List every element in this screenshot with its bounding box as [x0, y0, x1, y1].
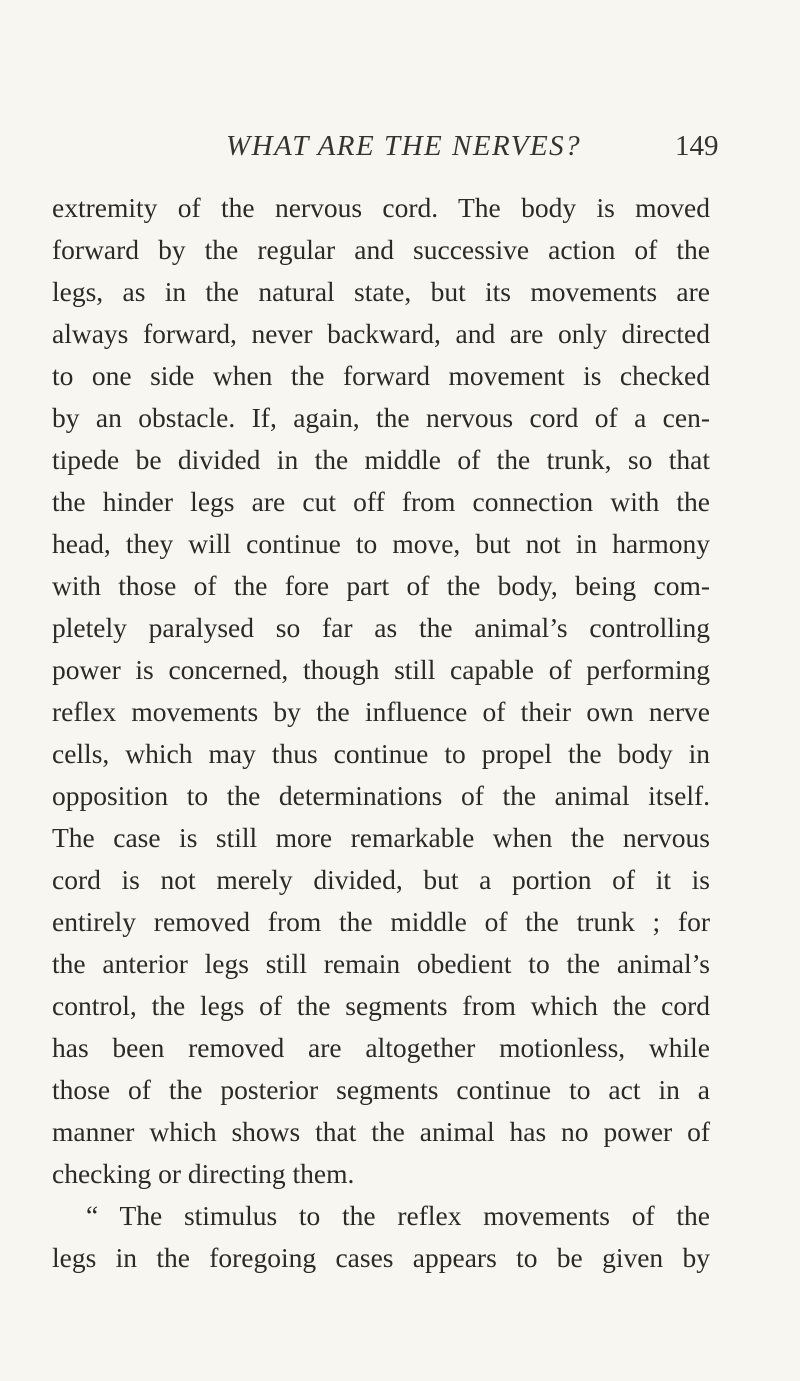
- text-line: always forward, never backward, and are only directed: [52, 318, 710, 349]
- text-line: The case is still more remarkable when the nervous: [52, 822, 710, 853]
- text-line: manner which shows that the animal has no power of: [52, 1116, 710, 1147]
- text-line: has been removed are altogether motionless, while: [52, 1032, 710, 1063]
- text-line: checking or directing them.: [52, 1158, 355, 1189]
- text-line: cells, which may thus continue to propel the body in: [52, 738, 710, 769]
- running-title: WHAT ARE THE NERVES?: [226, 130, 582, 162]
- text-line: control, the legs of the segments from which the cord: [52, 990, 710, 1021]
- text-line: “ The stimulus to the reflex movements of the: [86, 1200, 710, 1231]
- text-line: the anterior legs still remain obedient to the animal’s: [52, 948, 710, 979]
- text-line: cord is not merely divided, but a portion of it is: [52, 864, 710, 895]
- text-line: forward by the regular and successive action of the: [52, 234, 710, 265]
- text-line: extremity of the nervous cord. The body is moved: [52, 192, 710, 223]
- running-head: [0, 128, 800, 168]
- text-line: tipede be divided in the middle of the trunk, so that: [52, 444, 710, 475]
- text-line: head, they will continue to move, but not in harmony: [52, 528, 710, 559]
- text-line: reflex movements by the influence of their own nerve: [52, 696, 710, 727]
- text-line: with those of the fore part of the body, being com-: [52, 570, 710, 601]
- text-line: power is concerned, though still capable of performing: [52, 654, 710, 685]
- text-line: legs, as in the natural state, but its movements are: [52, 276, 710, 307]
- text-line: opposition to the determinations of the animal itself.: [52, 780, 710, 811]
- text-line: pletely paralysed so far as the animal’s controlling: [52, 612, 710, 643]
- text-line: entirely removed from the middle of the trunk ; for: [52, 906, 710, 937]
- text-line: by an obstacle. If, again, the nervous cord of a cen-: [52, 402, 710, 433]
- page-number: 149: [675, 130, 719, 162]
- text-line: legs in the foregoing cases appears to be given by: [52, 1242, 710, 1273]
- text-line: to one side when the forward movement is checked: [52, 360, 710, 391]
- text-line: the hinder legs are cut off from connection with the: [52, 486, 710, 517]
- text-line: those of the posterior segments continue to act in a: [52, 1074, 710, 1105]
